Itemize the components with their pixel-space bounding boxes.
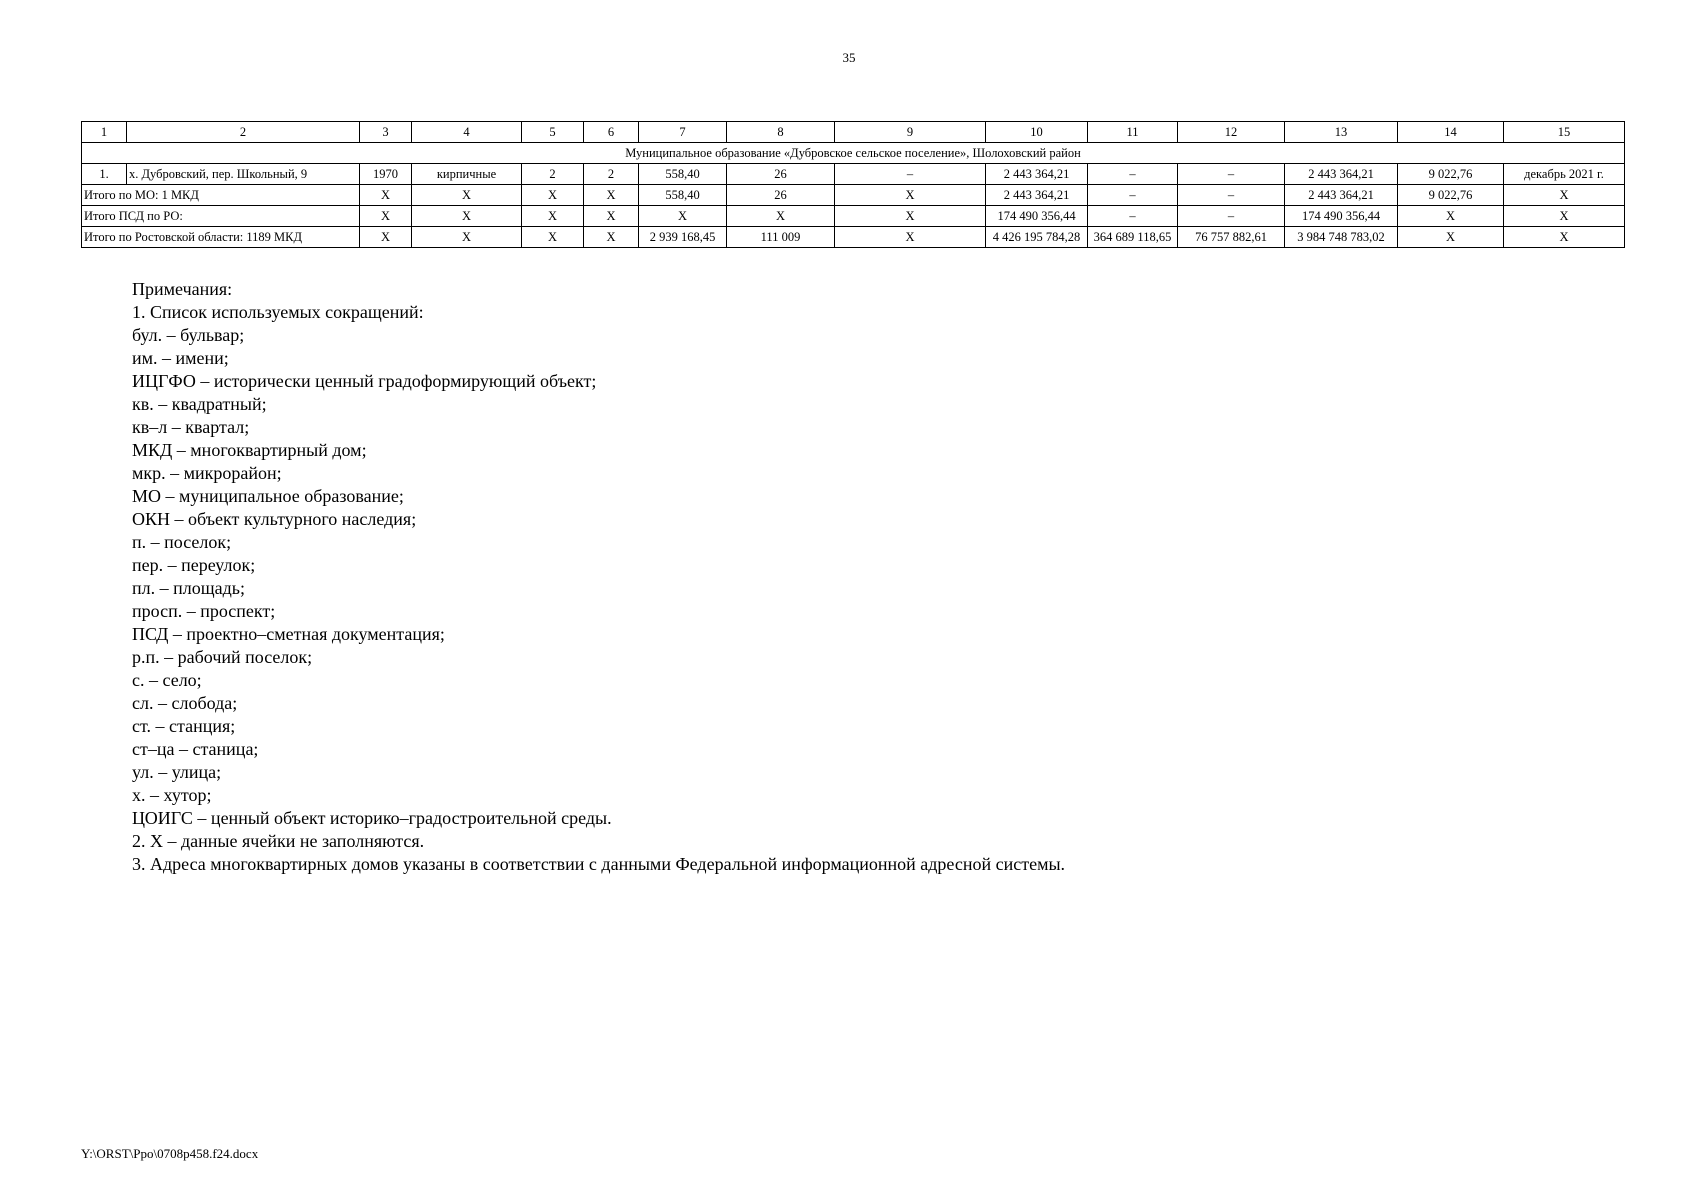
note-line: с. – село;	[132, 670, 202, 690]
total-label-cell: Итого по МО: 1 МКД	[82, 185, 360, 206]
table-cell: –	[1088, 185, 1178, 206]
total-row	[82, 185, 1625, 206]
note-line: МКД – многоквартирный дом;	[132, 440, 367, 460]
section-title-row	[82, 143, 1625, 164]
table-cell: 2	[584, 164, 639, 185]
notes-section	[132, 278, 1065, 876]
note-line: ЦОИГС – ценный объект историко–градостроительной среды.	[132, 808, 612, 828]
table-cell: 174 490 356,44	[1285, 206, 1398, 227]
table-cell: 1970	[360, 164, 412, 185]
note-line: 2. X – данные ячейки не заполняются.	[132, 831, 425, 851]
table-cell: 364 689 118,65	[1088, 227, 1178, 248]
note-line: сл. – слобода;	[132, 693, 238, 713]
table-cell: 26	[727, 164, 835, 185]
note-line: р.п. – рабочий поселок;	[132, 647, 313, 667]
column-number-cell: 11	[1088, 122, 1178, 143]
footer-file-path: Y:\ORST\Ppo\0708p458.f24.docx	[81, 1146, 259, 1161]
table-cell: 9 022,76	[1398, 164, 1504, 185]
note-line: ул. – улица;	[132, 762, 222, 782]
note-line: бул. – бульвар;	[132, 325, 245, 345]
table-cell: X	[360, 206, 412, 227]
column-number-cell: 3	[360, 122, 412, 143]
column-number-row	[82, 122, 1625, 143]
table-cell: 2 443 364,21	[1285, 164, 1398, 185]
table-cell: X	[584, 185, 639, 206]
table-cell: X	[1504, 206, 1625, 227]
column-number-cell: 7	[639, 122, 727, 143]
table-cell: X	[835, 227, 986, 248]
column-number-cell: 13	[1285, 122, 1398, 143]
total-label-cell: Итого по Ростовской области: 1189 МКД	[82, 227, 360, 248]
column-number-cell: 9	[835, 122, 986, 143]
note-line: ст. – станция;	[132, 716, 236, 736]
table-cell: 2 939 168,45	[639, 227, 727, 248]
note-line: п. – поселок;	[132, 532, 232, 552]
note-line: ПСД – проектно–сметная документация;	[132, 624, 445, 644]
note-line: кв. – квадратный;	[132, 394, 267, 414]
table-cell: X	[1504, 227, 1625, 248]
table-cell: X	[360, 227, 412, 248]
table-cell: –	[1178, 164, 1285, 185]
column-number-cell: 12	[1178, 122, 1285, 143]
address-cell: х. Дубровский, пер. Школьный, 9	[127, 164, 360, 185]
table-cell: 111 009	[727, 227, 835, 248]
column-number-cell: 2	[127, 122, 360, 143]
table-cell: –	[835, 164, 986, 185]
table-cell: X	[360, 185, 412, 206]
note-line: пл. – площадь;	[132, 578, 245, 598]
table-cell: X	[412, 185, 522, 206]
table-cell: 2 443 364,21	[1285, 185, 1398, 206]
page-number: 35	[842, 50, 856, 65]
table-cell: 2	[522, 164, 584, 185]
column-number-cell: 8	[727, 122, 835, 143]
table-body	[82, 122, 1625, 248]
table-cell: 3 984 748 783,02	[1285, 227, 1398, 248]
total-row	[82, 227, 1625, 248]
column-number-cell: 1	[82, 122, 127, 143]
table-cell: 4 426 195 784,28	[986, 227, 1088, 248]
table-cell: 2 443 364,21	[986, 164, 1088, 185]
table-cell: X	[522, 206, 584, 227]
note-line: ст–ца – станица;	[132, 739, 259, 759]
note-line: 1. Список используемых сокращений:	[132, 302, 424, 322]
total-label-cell: Итого ПСД по РО:	[82, 206, 360, 227]
table-cell: –	[1088, 164, 1178, 185]
table-cell: X	[522, 227, 584, 248]
note-line: ОКН – объект культурного наследия;	[132, 509, 417, 529]
table-cell: X	[412, 206, 522, 227]
note-line: просп. – проспект;	[132, 601, 276, 621]
column-number-cell: 4	[412, 122, 522, 143]
note-line: кв–л – квартал;	[132, 417, 250, 437]
table-cell: –	[1178, 185, 1285, 206]
note-line: им. – имени;	[132, 348, 229, 368]
column-number-cell: 15	[1504, 122, 1625, 143]
table-cell: 558,40	[639, 185, 727, 206]
table-cell: 2 443 364,21	[986, 185, 1088, 206]
section-title-cell: Муниципальное образование «Дубровское сельское поселение», Шолоховский район	[82, 143, 1625, 164]
table-cell: X	[584, 227, 639, 248]
notes-heading: Примечания:	[132, 279, 233, 299]
table-cell: –	[1178, 206, 1285, 227]
housing-register-table	[81, 121, 1625, 248]
table-cell: 9 022,76	[1398, 185, 1504, 206]
note-line: мкр. – микрорайон;	[132, 463, 282, 483]
table-cell: X	[1398, 206, 1504, 227]
table-cell: X	[639, 206, 727, 227]
table-cell: X	[1504, 185, 1625, 206]
table-cell: 76 757 882,61	[1178, 227, 1285, 248]
table-cell: X	[835, 206, 986, 227]
table-cell: кирпичные	[412, 164, 522, 185]
table-cell: X	[522, 185, 584, 206]
note-line: х. – хутор;	[132, 785, 212, 805]
note-line: МО – муниципальное образование;	[132, 486, 404, 506]
table-cell: 26	[727, 185, 835, 206]
table-cell: –	[1088, 206, 1178, 227]
total-row	[82, 206, 1625, 227]
column-number-cell: 6	[584, 122, 639, 143]
column-number-cell: 14	[1398, 122, 1504, 143]
table-cell: X	[727, 206, 835, 227]
table-cell: 558,40	[639, 164, 727, 185]
table-cell: X	[412, 227, 522, 248]
table-row	[82, 164, 1625, 185]
column-number-cell: 10	[986, 122, 1088, 143]
table-cell: X	[1398, 227, 1504, 248]
table-cell: X	[835, 185, 986, 206]
column-number-cell: 5	[522, 122, 584, 143]
table-cell: 1.	[82, 164, 127, 185]
table-cell: 174 490 356,44	[986, 206, 1088, 227]
note-line: ИЦГФО – исторически ценный градоформирующий объект;	[132, 371, 597, 391]
table-cell: X	[584, 206, 639, 227]
note-line: пер. – переулок;	[132, 555, 256, 575]
note-line: 3. Адреса многоквартирных домов указаны в соответствии с данными Федеральной информационной адресной системы.	[132, 854, 1066, 874]
table-cell: декабрь 2021 г.	[1504, 164, 1625, 185]
